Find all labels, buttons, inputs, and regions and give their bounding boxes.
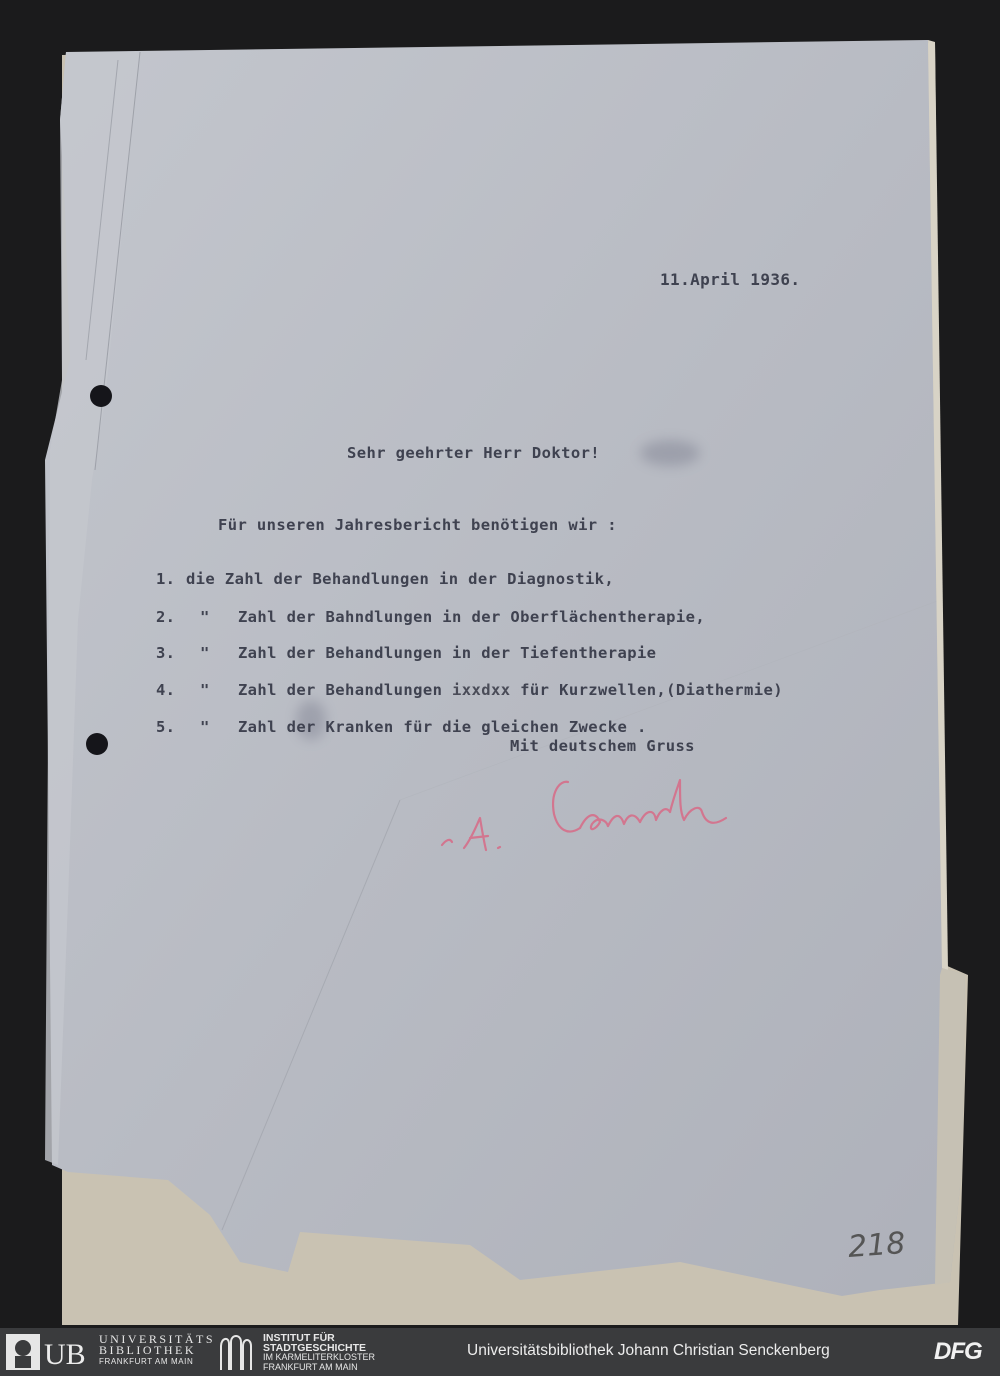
punch-hole-top (90, 385, 112, 407)
ink-smudge (640, 440, 700, 466)
footer-bar (0, 1328, 1000, 1376)
list-item-text: für Kurzwellen,(Diathermie) (510, 681, 783, 699)
letter-intro: Für unseren Jahresbericht benötigen wir : (218, 516, 618, 534)
ub-line: BIBLIOTHEK (99, 1343, 196, 1357)
list-item-text: Zahl der Behandlungen (237, 681, 453, 699)
letter-salutation: Sehr geehrter Herr Doktor! (347, 444, 601, 462)
isg-line: IM KARMELITERKLOSTER (263, 1352, 376, 1362)
isg-logo-icon (217, 1334, 253, 1370)
ub-line: UNIVERSITÄTS (99, 1332, 215, 1346)
punch-hole-bottom (86, 733, 108, 755)
struck-text: ixxdxx (452, 681, 511, 699)
ub-text (99, 1334, 215, 1367)
list-item-number: 1. (155, 570, 176, 588)
ub-line: FRANKFURT AM MAIN (99, 1357, 194, 1366)
list-item-number: 5. (155, 718, 176, 736)
handwritten-signature (430, 750, 740, 870)
ditto-mark: " (199, 644, 210, 662)
isg-line: FRANKFURT AM MAIN (263, 1361, 358, 1372)
letter-closing: Mit deutschem Gruss (510, 737, 695, 755)
library-title-link[interactable]: Universitätsbibliothek Johann Christian Senckenberg (467, 1342, 830, 1359)
isg-text (263, 1334, 375, 1372)
isg-line: STADTGESCHICHTE (263, 1341, 367, 1354)
ditto-mark: " (199, 681, 210, 699)
ub-letters: UB (44, 1338, 86, 1370)
ditto-mark: " (199, 608, 210, 626)
list-item-text: Zahl der Bahndlungen in der Oberflächentherapie, (237, 608, 706, 626)
list-item-number: 4. (155, 681, 176, 699)
ub-logo (6, 1334, 98, 1370)
archive-number: 218 (846, 1226, 907, 1265)
list-item-text: Zahl der Behandlungen in der Tiefentherapie (237, 644, 657, 662)
isg-line: INSTITUT FÜR (263, 1332, 335, 1344)
list-item-number: 3. (155, 644, 176, 662)
letter-date: 11.April 1936. (660, 270, 801, 289)
list-item-text: Zahl der Kranken für die gleichen Zwecke . (237, 718, 647, 736)
dfg-logo: DFG (934, 1338, 982, 1365)
list-item-number: 2. (155, 608, 176, 626)
ditto-mark: " (199, 718, 210, 736)
list-item-text: die Zahl der Behandlungen in der Diagnostik, (185, 570, 615, 588)
